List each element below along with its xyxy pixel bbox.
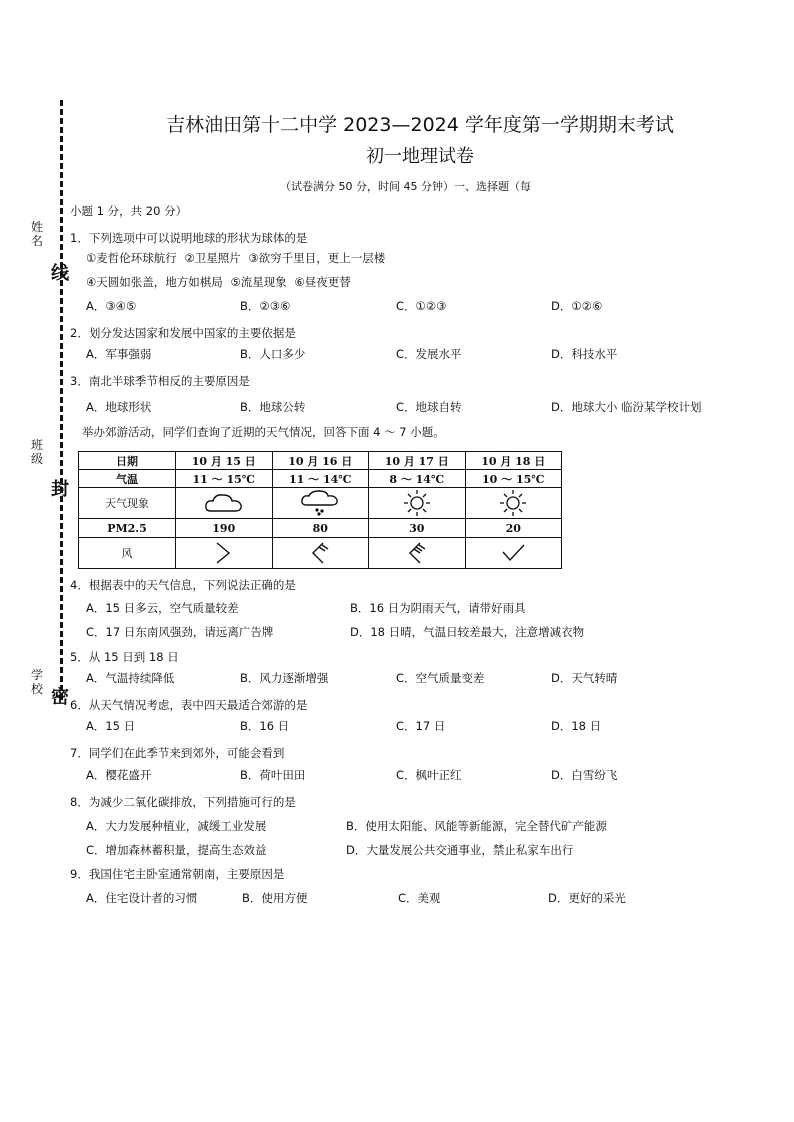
pm25-cell: 190 bbox=[176, 519, 273, 538]
q1-option-b[interactable]: B．②③⑥ bbox=[240, 299, 291, 313]
q4-7-intro: 举办郊游活动，同学们查询了近期的天气情况，回答下面 4 ～ 7 小题。 bbox=[82, 425, 445, 439]
q1-stem: 1．下列选项中可以说明地球的形状为球体的是 bbox=[70, 231, 308, 245]
exam-subtitle: 初一地理试卷 bbox=[366, 146, 474, 167]
q8-option-b[interactable]: B．使用太阳能、风能等新能源，完全替代矿产能源 bbox=[346, 819, 607, 833]
q1-facts-row2: ④天圆如张盖，地方如棋局 ⑤流星现象 ⑥昼夜更替 bbox=[86, 275, 351, 289]
row-label-date: 日期 bbox=[79, 452, 176, 470]
q3-option-d[interactable]: D．地球大小 临汾某学校计划 bbox=[551, 400, 702, 414]
weather-table bbox=[78, 451, 562, 569]
exam-info-line-2: 小题 1 分，共 20 分） bbox=[70, 204, 188, 218]
class-label: 班级 bbox=[30, 438, 43, 466]
q4-option-b[interactable]: B．16 日为阴雨天气，请带好雨具 bbox=[350, 601, 526, 615]
q1-facts-row1: ①麦哲伦环球航行 ②卫星照片 ③欲穷千里目，更上一层楼 bbox=[86, 251, 386, 265]
q3-option-a[interactable]: A．地球形状 bbox=[86, 400, 152, 414]
pm25-cell: 20 bbox=[465, 519, 562, 538]
q5-option-d[interactable]: D．天气转晴 bbox=[551, 671, 618, 685]
q8-option-a[interactable]: A．大力发展种植业，减缓工业发展 bbox=[86, 819, 267, 833]
q4-option-a[interactable]: A．15 日多云，空气质量较差 bbox=[86, 601, 239, 615]
q7-option-c[interactable]: C．枫叶正红 bbox=[396, 768, 462, 782]
q5-option-c[interactable]: C．空气质量变差 bbox=[396, 671, 485, 685]
q5-option-b[interactable]: B．风力逐渐增强 bbox=[240, 671, 329, 685]
wind-symbol-icon bbox=[209, 540, 239, 566]
q2-stem: 2．划分发达国家和发展中国家的主要依据是 bbox=[70, 326, 296, 340]
temp-cell: 8 ～ 14℃ bbox=[369, 470, 466, 488]
wind-cell bbox=[272, 538, 369, 569]
exam-title: 吉林油田第十二中学 2023—2024 学年度第一学期期末考试 bbox=[166, 114, 674, 136]
q7-option-b[interactable]: B．荷叶田田 bbox=[240, 768, 306, 782]
weather-cell bbox=[465, 488, 562, 519]
q9-option-c[interactable]: C．美观 bbox=[398, 891, 441, 905]
wind-symbol-icon bbox=[305, 540, 335, 566]
row-label-pm25: PM2.5 bbox=[79, 519, 176, 538]
wind-cell bbox=[465, 538, 562, 569]
date-cell: 10 月 15 日 bbox=[176, 452, 273, 470]
q4-option-d[interactable]: D．18 日晴，气温日较差最大，注意增减衣物 bbox=[350, 625, 585, 639]
pm25-cell: 80 bbox=[272, 519, 369, 538]
q8-stem: 8．为减少二氧化碳排放，下列措施可行的是 bbox=[70, 795, 296, 809]
rain-cloud-icon bbox=[299, 490, 341, 516]
q2-option-a[interactable]: A．军事强弱 bbox=[86, 347, 152, 361]
q7-option-d[interactable]: D．白雪纷飞 bbox=[551, 768, 618, 782]
q7-option-a[interactable]: A．樱花盛开 bbox=[86, 768, 152, 782]
weather-cell bbox=[272, 488, 369, 519]
name-label: 姓名 bbox=[30, 220, 43, 248]
binding-char-xian: 线 bbox=[51, 263, 69, 284]
exam-info-line: （试卷满分 50 分，时间 45 分钟）一、选择题（每 bbox=[280, 180, 531, 193]
binding-dashed-line bbox=[60, 100, 63, 700]
weather-cell bbox=[176, 488, 273, 519]
binding-char-mi: 密 bbox=[51, 687, 69, 708]
cloudy-icon bbox=[203, 491, 245, 515]
sunny-icon bbox=[499, 489, 527, 517]
q9-option-d[interactable]: D．更好的采光 bbox=[548, 891, 626, 905]
row-label-wind: 风 bbox=[79, 538, 176, 569]
q6-option-a[interactable]: A．15 日 bbox=[86, 719, 136, 733]
sunny-icon bbox=[403, 489, 431, 517]
q5-stem: 5．从 15 日到 18 日 bbox=[70, 650, 179, 664]
q1-option-c[interactable]: C．①②③ bbox=[396, 299, 447, 313]
q9-option-a[interactable]: A．住宅设计者的习惯 bbox=[86, 891, 198, 905]
date-cell: 10 月 16 日 bbox=[272, 452, 369, 470]
q3-option-c[interactable]: C．地球自转 bbox=[396, 400, 462, 414]
q2-option-b[interactable]: B．人口多少 bbox=[240, 347, 306, 361]
q5-option-a[interactable]: A．气温持续降低 bbox=[86, 671, 175, 685]
wind-symbol-icon bbox=[402, 540, 432, 566]
q1-option-a[interactable]: A．③④⑤ bbox=[86, 299, 137, 313]
temp-cell: 10 ～ 15℃ bbox=[465, 470, 562, 488]
q9-option-b[interactable]: B．使用方便 bbox=[242, 891, 308, 905]
wind-cell bbox=[176, 538, 273, 569]
q1-option-d[interactable]: D．①②⑥ bbox=[551, 299, 603, 313]
q4-stem: 4．根据表中的天气信息，下列说法正确的是 bbox=[70, 578, 296, 592]
q6-option-c[interactable]: C．17 日 bbox=[396, 719, 446, 733]
q3-stem: 3．南北半球季节相反的主要原因是 bbox=[70, 374, 250, 388]
q6-option-d[interactable]: D．18 日 bbox=[551, 719, 602, 733]
wind-cell bbox=[369, 538, 466, 569]
date-cell: 10 月 17 日 bbox=[369, 452, 466, 470]
temp-cell: 11 ～ 15℃ bbox=[176, 470, 273, 488]
school-label: 学校 bbox=[30, 668, 43, 696]
wind-symbol-icon bbox=[498, 540, 528, 566]
q7-stem: 7．同学们在此季节来到郊外，可能会看到 bbox=[70, 746, 285, 760]
pm25-cell: 30 bbox=[369, 519, 466, 538]
q6-stem: 6．从天气情况考虑，表中四天最适合郊游的是 bbox=[70, 698, 308, 712]
weather-cell bbox=[369, 488, 466, 519]
q2-option-d[interactable]: D．科技水平 bbox=[551, 347, 618, 361]
q9-stem: 9．我国住宅主卧室通常朝南，主要原因是 bbox=[70, 867, 285, 881]
binding-char-feng: 封 bbox=[51, 479, 69, 500]
row-label-temp: 气温 bbox=[79, 470, 176, 488]
q8-option-d[interactable]: D．大量发展公共交通事业，禁止私家车出行 bbox=[346, 843, 574, 857]
q2-option-c[interactable]: C．发展水平 bbox=[396, 347, 462, 361]
q8-option-c[interactable]: C．增加森林蓄积量，提高生态效益 bbox=[86, 843, 267, 857]
temp-cell: 11 ～ 14℃ bbox=[272, 470, 369, 488]
q4-option-c[interactable]: C．17 日东南风强劲，请远离广告牌 bbox=[86, 625, 274, 639]
row-label-weather: 天气现象 bbox=[79, 488, 176, 519]
date-cell: 10 月 18 日 bbox=[465, 452, 562, 470]
q6-option-b[interactable]: B．16 日 bbox=[240, 719, 290, 733]
q3-option-b[interactable]: B．地球公转 bbox=[240, 400, 306, 414]
